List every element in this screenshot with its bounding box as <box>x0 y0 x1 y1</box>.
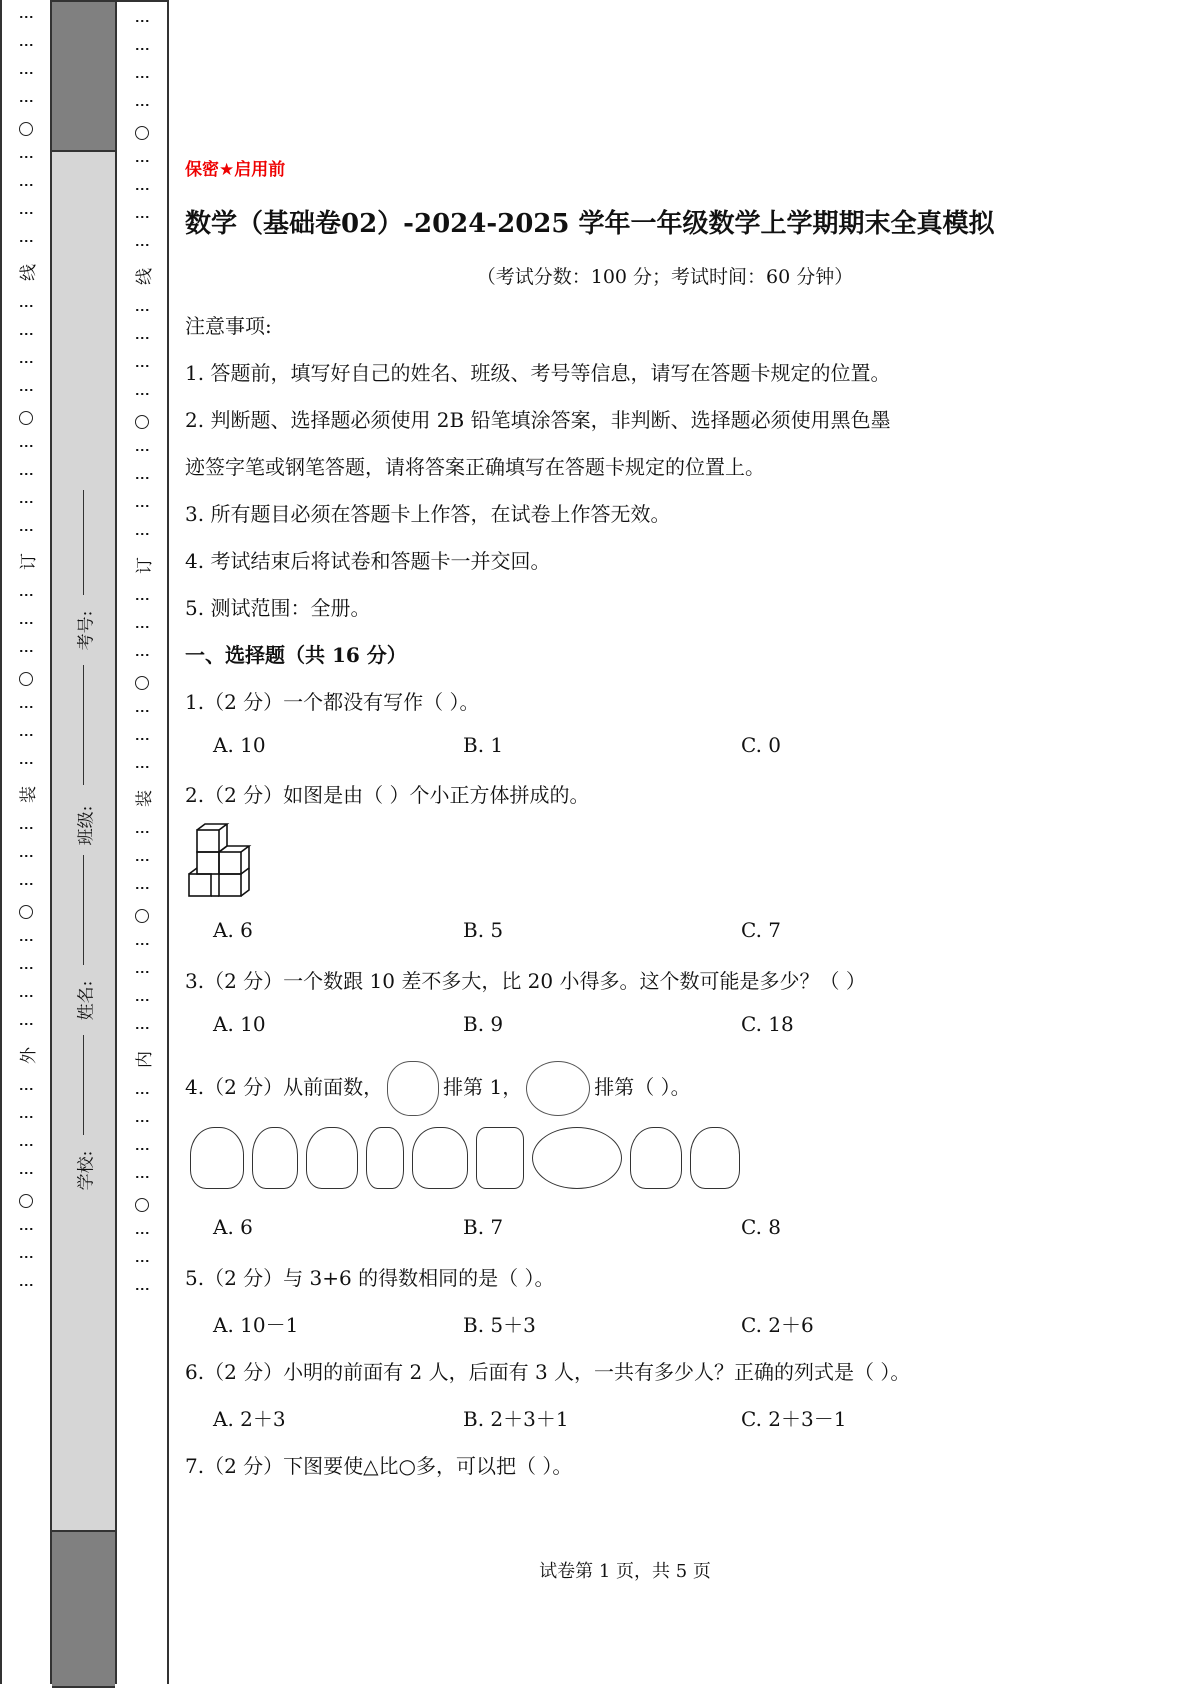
question-4 <box>185 1057 691 1117</box>
squirrel-icon <box>630 1127 682 1189</box>
dots: ⋮ <box>18 1222 34 1236</box>
option-b[interactable]: B. 7 <box>463 1215 504 1239</box>
dots: ⋮ <box>134 98 150 112</box>
inner-seal-line <box>117 2 167 1684</box>
school-line <box>52 1035 115 1036</box>
exam-info: （考试分数：100 分；考试时间：60 分钟） <box>476 266 854 288</box>
dots: ⋮ <box>18 877 34 891</box>
dots: ⋮ <box>18 644 34 658</box>
dots: ⋮ <box>134 387 150 401</box>
page-title: 数学（基础卷02）-2024-2025 学年一年级数学上学期期末全真模拟 <box>185 209 995 239</box>
option-a[interactable]: A. 10 <box>213 1012 266 1036</box>
dots: ⋮ <box>134 648 150 662</box>
outer-binding-strip <box>0 0 52 1684</box>
option-c[interactable]: C. 2＋3－1 <box>741 1407 847 1431</box>
question-3: 3.（2 分）一个数跟 10 差不多大，比 20 小得多。这个数可能是多少？（ ） <box>185 969 866 993</box>
circle-icon <box>19 672 33 686</box>
dots: ⋮ <box>134 1021 150 1035</box>
option-b[interactable]: B. 9 <box>463 1012 504 1036</box>
exam-number-label: 考号: <box>75 610 96 650</box>
option-b[interactable]: B. 5＋3 <box>463 1313 536 1337</box>
dots: ⋮ <box>134 527 150 541</box>
dots: ⋮ <box>18 66 34 80</box>
dots: ⋮ <box>18 523 34 537</box>
dots: ⋮ <box>18 989 34 1003</box>
class-line <box>52 665 115 666</box>
cat-icon <box>690 1127 740 1189</box>
note-item: 1. 答题前，填写好自己的姓名、班级、考号等信息，请写在答题卡规定的位置。 <box>185 361 891 385</box>
dots: ⋮ <box>134 359 150 373</box>
seal-char-xian: 线 <box>18 264 39 281</box>
dots: ⋮ <box>18 933 34 947</box>
dots: ⋮ <box>18 327 34 341</box>
circle-icon <box>19 1194 33 1208</box>
note-item: 迹签字笔或钢笔答题，请将答案正确填写在答题卡规定的位置上。 <box>185 455 765 479</box>
dots: ⋮ <box>134 993 150 1007</box>
dots: ⋮ <box>18 1166 34 1180</box>
option-c[interactable]: C. 7 <box>741 918 782 942</box>
seal-char-ding: 订 <box>18 553 39 570</box>
dots: ⋮ <box>18 439 34 453</box>
dots: ⋮ <box>18 299 34 313</box>
lion-icon <box>190 1127 244 1189</box>
dots: ⋮ <box>18 700 34 714</box>
deer-icon <box>476 1127 524 1189</box>
circle-icon <box>135 126 149 140</box>
dots: ⋮ <box>134 443 150 457</box>
question-4-text-mid: 排第 1， <box>443 1075 523 1099</box>
class-field[interactable] <box>52 795 115 855</box>
seal-char-wai: 外 <box>18 1047 39 1064</box>
dots: ⋮ <box>18 383 34 397</box>
animal-lineup <box>190 1127 748 1189</box>
seal-char-xian: 线 <box>134 268 155 285</box>
outer-seal-line <box>2 0 50 1684</box>
note-item: 5. 测试范围：全册。 <box>185 596 371 620</box>
monkey-icon <box>252 1127 298 1189</box>
dots: ⋮ <box>134 825 150 839</box>
note-item: 4. 考试结束后将试卷和答题卡一并交回。 <box>185 549 551 573</box>
dots: ⋮ <box>18 1138 34 1152</box>
dots: ⋮ <box>134 14 150 28</box>
dots: ⋮ <box>18 849 34 863</box>
dots: ⋮ <box>134 1254 150 1268</box>
question-6: 6.（2 分）小明的前面有 2 人，后面有 3 人，一共有多少人？正确的列式是（ ）。 <box>185 1360 911 1384</box>
option-a[interactable]: A. 6 <box>213 918 253 942</box>
dots: ⋮ <box>134 70 150 84</box>
dots: ⋮ <box>134 303 150 317</box>
circle-icon <box>135 676 149 690</box>
question-4-text-start: 4.（2 分）从前面数， <box>185 1075 384 1099</box>
option-a[interactable]: A. 2＋3 <box>213 1407 286 1431</box>
confidential-label: 保密★启用前 <box>185 160 286 180</box>
note-item: 2. 判断题、选择题必须使用 2B 铅笔填涂答案，非判断、选择题必须使用黑色墨 <box>185 408 891 432</box>
option-b[interactable]: B. 2＋3＋1 <box>463 1407 569 1431</box>
dots: ⋮ <box>134 1114 150 1128</box>
section-heading: 一、选择题（共 16 分） <box>185 643 407 667</box>
dots: ⋮ <box>134 1282 150 1296</box>
option-c[interactable]: C. 2＋6 <box>741 1313 814 1337</box>
dots: ⋮ <box>18 1017 34 1031</box>
circle-icon <box>135 415 149 429</box>
dots: ⋮ <box>134 760 150 774</box>
page-footer: 试卷第 1 页，共 5 页 <box>539 1561 711 1582</box>
dots: ⋮ <box>134 471 150 485</box>
exam-number-field[interactable] <box>52 600 115 660</box>
option-a[interactable]: A. 6 <box>213 1215 253 1239</box>
lion-icon <box>387 1061 439 1116</box>
dots: ⋮ <box>134 881 150 895</box>
dots: ⋮ <box>134 331 150 345</box>
seal-char-zhuang: 装 <box>134 790 155 807</box>
dots: ⋮ <box>134 592 150 606</box>
dots: ⋮ <box>134 210 150 224</box>
dots: ⋮ <box>134 1226 150 1240</box>
student-info-strip <box>52 0 117 1684</box>
option-c[interactable]: C. 18 <box>741 1012 794 1036</box>
dots: ⋮ <box>18 495 34 509</box>
dots: ⋮ <box>18 234 34 248</box>
dots: ⋮ <box>134 182 150 196</box>
dots: ⋮ <box>18 821 34 835</box>
note-item: 3. 所有题目必须在答题卡上作答，在试卷上作答无效。 <box>185 502 671 526</box>
pig-icon <box>532 1127 622 1189</box>
dots: ⋮ <box>134 965 150 979</box>
seal-char-nei: 内 <box>134 1051 155 1068</box>
question-4-text-end: 排第（ ）。 <box>594 1075 691 1099</box>
dots: ⋮ <box>18 1250 34 1264</box>
school-field[interactable] <box>52 1140 115 1200</box>
dots: ⋮ <box>134 853 150 867</box>
question-5: 5.（2 分）与 3+6 的得数相同的是（ ）。 <box>185 1266 555 1290</box>
circle-icon <box>19 122 33 136</box>
inner-binding-strip <box>117 0 169 1684</box>
option-b[interactable]: B. 1 <box>463 733 504 757</box>
dots: ⋮ <box>18 961 34 975</box>
dots: ⋮ <box>134 154 150 168</box>
circle-icon <box>19 411 33 425</box>
exam-number-line <box>52 490 115 491</box>
dots: ⋮ <box>18 1082 34 1096</box>
dots: ⋮ <box>18 38 34 52</box>
option-c[interactable]: C. 0 <box>741 733 782 757</box>
option-a[interactable]: A. 10－1 <box>213 1313 299 1337</box>
option-b[interactable]: B. 5 <box>463 918 504 942</box>
dots: ⋮ <box>18 756 34 770</box>
question-2: 2.（2 分）如图是由（ ）个小正方体拼成的。 <box>185 783 590 807</box>
dog-icon <box>306 1127 358 1189</box>
tiger-icon <box>412 1127 468 1189</box>
dark-band-bottom <box>52 1530 115 1688</box>
dots: ⋮ <box>134 704 150 718</box>
dots: ⋮ <box>134 937 150 951</box>
dots: ⋮ <box>18 178 34 192</box>
notes-heading: 注意事项: <box>185 314 272 338</box>
circle-icon <box>135 909 149 923</box>
dots: ⋮ <box>18 10 34 24</box>
dots: ⋮ <box>18 150 34 164</box>
dots: ⋮ <box>18 616 34 630</box>
option-c[interactable]: C. 8 <box>741 1215 782 1239</box>
name-label: 姓名: <box>75 980 96 1020</box>
school-label: 学校: <box>75 1150 96 1190</box>
question-1: 1.（2 分）一个都没有写作（ ）。 <box>185 690 480 714</box>
dots: ⋮ <box>18 728 34 742</box>
dots: ⋮ <box>18 355 34 369</box>
dots: ⋮ <box>134 499 150 513</box>
seal-char-zhuang: 装 <box>18 786 39 803</box>
class-label: 班级: <box>75 805 96 845</box>
dots: ⋮ <box>18 1110 34 1124</box>
dots: ⋮ <box>134 1170 150 1184</box>
circle-icon <box>135 1198 149 1212</box>
dots: ⋮ <box>18 1278 34 1292</box>
question-7: 7.（2 分）下图要使△比○多，可以把（ ）。 <box>185 1454 573 1478</box>
dots: ⋮ <box>18 467 34 481</box>
circle-icon <box>19 905 33 919</box>
rabbit-icon <box>366 1127 404 1189</box>
dots: ⋮ <box>134 620 150 634</box>
dots: ⋮ <box>18 94 34 108</box>
dots: ⋮ <box>134 238 150 252</box>
dots: ⋮ <box>134 1142 150 1156</box>
dots: ⋮ <box>134 42 150 56</box>
stacked-cubes-figure <box>185 822 255 902</box>
dots: ⋮ <box>18 206 34 220</box>
seal-char-ding: 订 <box>134 557 155 574</box>
dots: ⋮ <box>134 1086 150 1100</box>
dark-band-top <box>52 0 115 152</box>
name-line <box>52 855 115 856</box>
dots: ⋮ <box>18 588 34 602</box>
option-a[interactable]: A. 10 <box>213 733 266 757</box>
name-field[interactable] <box>52 970 115 1030</box>
pig-icon <box>526 1061 590 1116</box>
dots: ⋮ <box>134 732 150 746</box>
